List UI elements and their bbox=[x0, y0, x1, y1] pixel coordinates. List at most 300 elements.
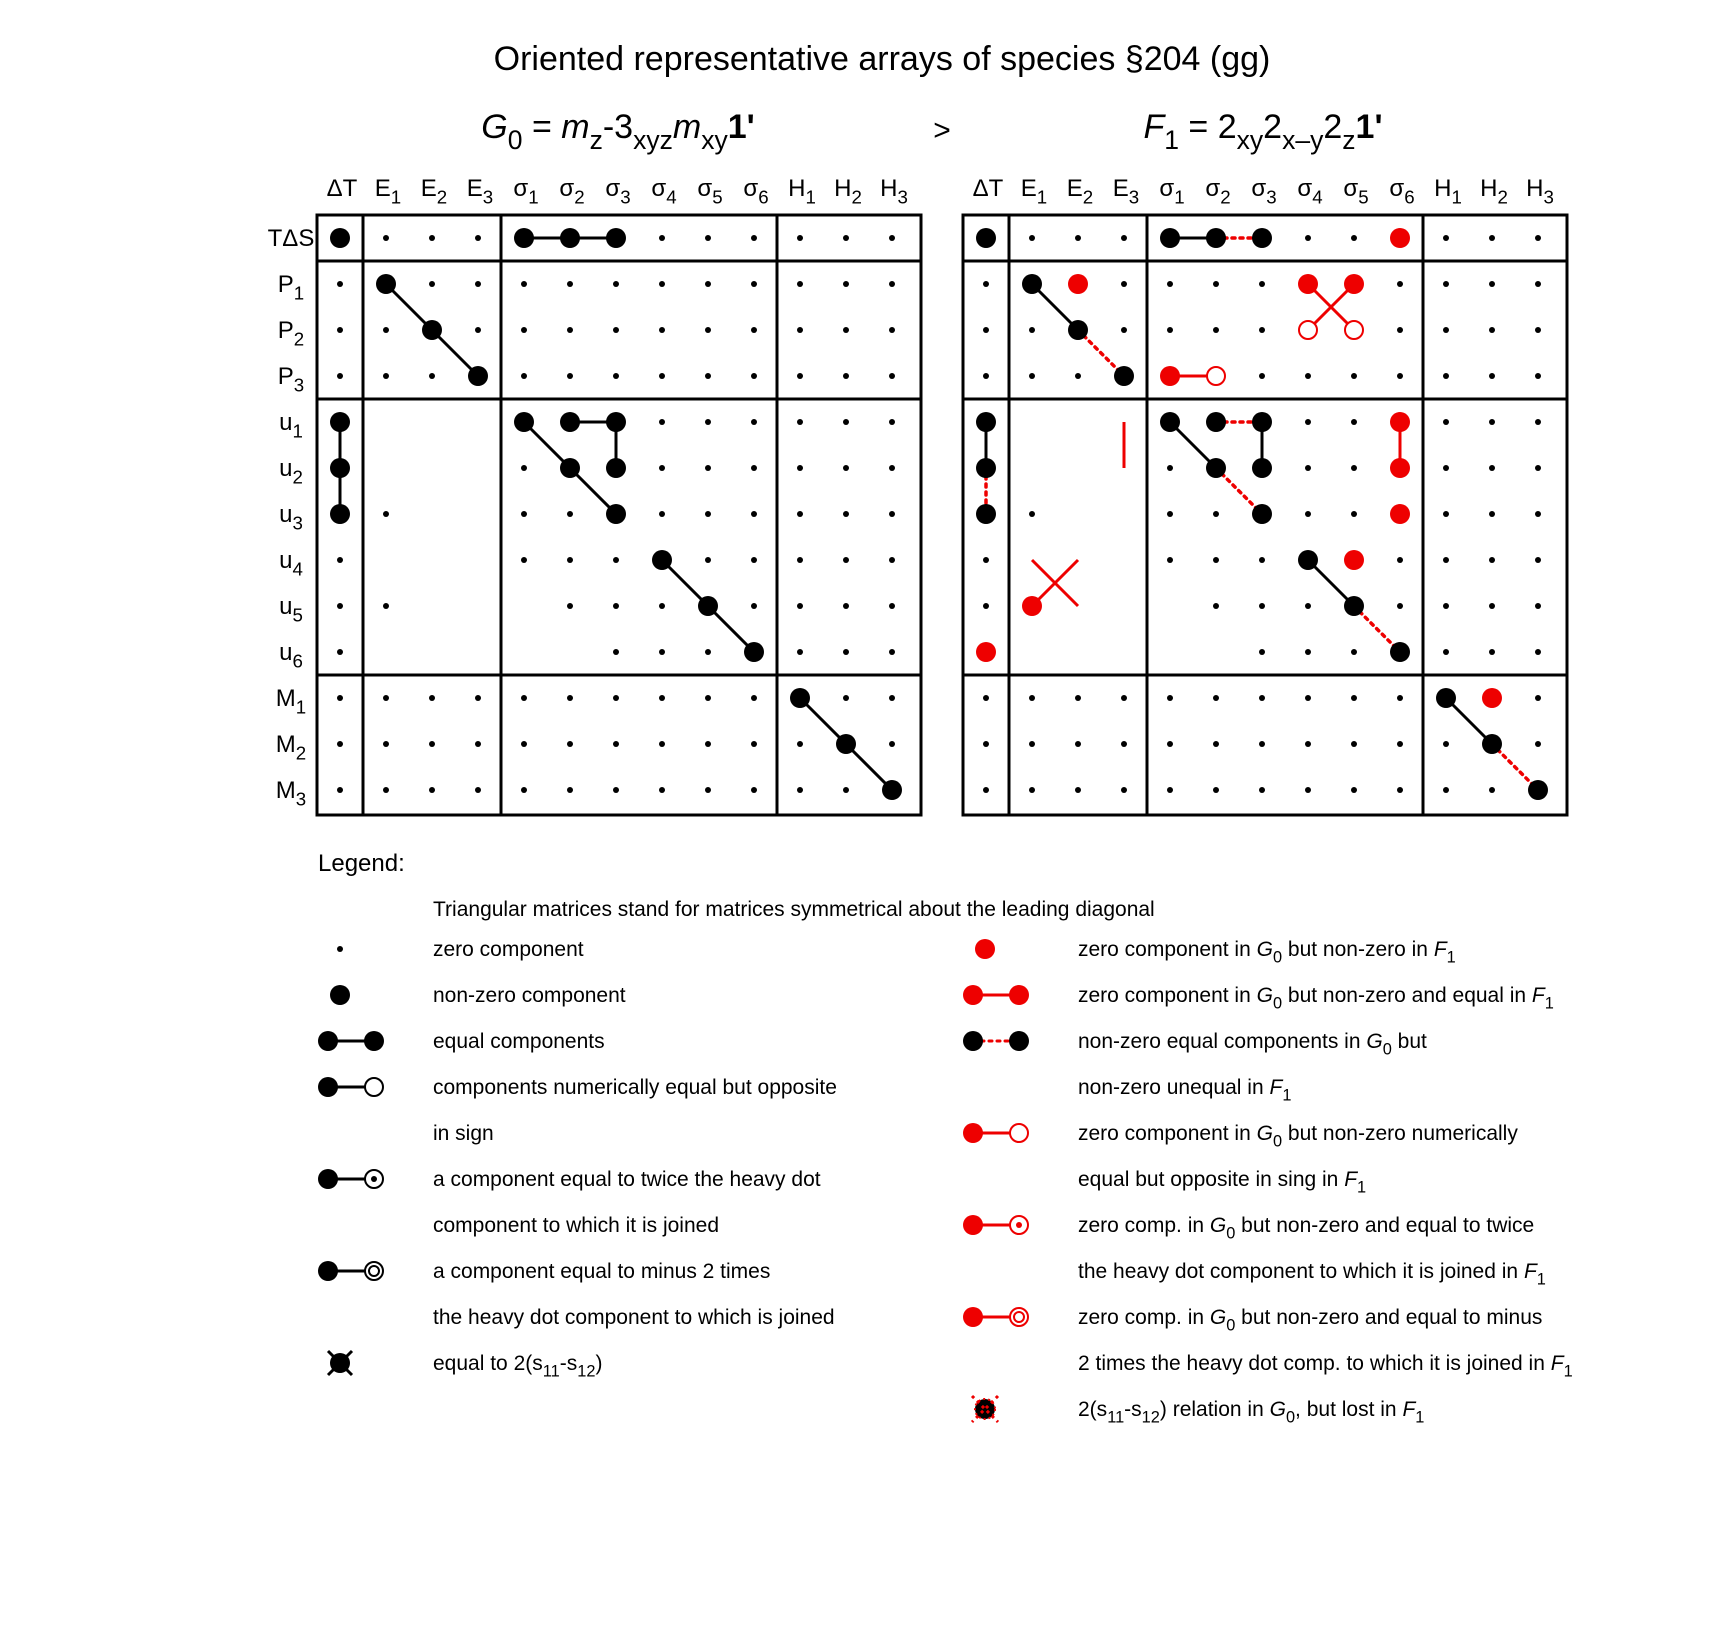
legend-item bbox=[318, 1076, 837, 1145]
text-run: H bbox=[1434, 175, 1452, 202]
small-dot bbox=[1535, 511, 1541, 517]
small-dot bbox=[383, 327, 389, 333]
small-dot bbox=[1305, 373, 1311, 379]
small-dot bbox=[843, 511, 849, 517]
small-dot bbox=[337, 603, 343, 609]
small-dot bbox=[1397, 787, 1403, 793]
text-run: 4 bbox=[1312, 186, 1323, 208]
small-dot bbox=[429, 281, 435, 287]
text-run: F bbox=[1402, 1398, 1416, 1421]
text-run: H bbox=[1526, 175, 1544, 202]
text-run: but non-zero and equal to twice bbox=[1235, 1214, 1535, 1237]
text-run: 0 bbox=[1226, 1224, 1236, 1243]
red-open-dot bbox=[1345, 321, 1363, 339]
small-dot bbox=[337, 649, 343, 655]
legend-item bbox=[337, 938, 584, 961]
small-dot bbox=[1121, 695, 1127, 701]
small-dot bbox=[751, 419, 757, 425]
heavy-dot bbox=[1160, 228, 1180, 248]
small-dot bbox=[705, 787, 711, 793]
small-dot bbox=[1535, 373, 1541, 379]
text-run: 1 bbox=[1357, 1178, 1367, 1197]
small-dot bbox=[889, 649, 895, 655]
heavy-dot bbox=[652, 550, 672, 570]
small-dot bbox=[889, 373, 895, 379]
heavy-dot bbox=[1482, 734, 1502, 754]
red-dot bbox=[1068, 274, 1088, 294]
text-run: E bbox=[374, 175, 391, 202]
text-run: 2 bbox=[293, 328, 305, 350]
red-dot bbox=[1344, 274, 1364, 294]
red-dot bbox=[1344, 550, 1364, 570]
right-matrix-f1 bbox=[963, 175, 1567, 815]
small-dot bbox=[383, 373, 389, 379]
text-run: xy bbox=[701, 124, 728, 155]
small-dot bbox=[1305, 419, 1311, 425]
small-dot bbox=[475, 281, 481, 287]
small-dot bbox=[659, 695, 665, 701]
small-dot bbox=[751, 557, 757, 563]
small-dot bbox=[1259, 603, 1265, 609]
small-dot bbox=[475, 327, 481, 333]
small-dot bbox=[383, 235, 389, 241]
legend-item bbox=[328, 1351, 602, 1381]
small-dot bbox=[751, 465, 757, 471]
small-dot bbox=[1075, 695, 1081, 701]
small-dot bbox=[1397, 603, 1403, 609]
text-run: but non-zero and equal in bbox=[1282, 984, 1532, 1007]
legend-item bbox=[963, 1122, 1518, 1197]
text-run: 3 bbox=[1128, 186, 1140, 208]
small-dot bbox=[613, 649, 619, 655]
text-run: 1 bbox=[1536, 1270, 1546, 1289]
small-dot bbox=[1121, 741, 1127, 747]
small-dot bbox=[705, 327, 711, 333]
heavy-dot bbox=[744, 642, 764, 662]
legend-text bbox=[433, 1030, 605, 1053]
heavy-dot bbox=[514, 412, 534, 432]
legend-open-dot bbox=[1010, 1124, 1028, 1142]
small-dot bbox=[1259, 741, 1265, 747]
column-label bbox=[834, 175, 862, 208]
column-label bbox=[513, 175, 538, 208]
column-label bbox=[743, 175, 768, 208]
text-run: G bbox=[1209, 1214, 1227, 1237]
text-run: 0 bbox=[507, 124, 523, 155]
small-dot bbox=[1535, 603, 1541, 609]
small-dot bbox=[889, 511, 895, 517]
small-dot bbox=[521, 465, 527, 471]
small-dot bbox=[659, 419, 665, 425]
small-dot bbox=[1259, 327, 1265, 333]
legend-item bbox=[330, 984, 626, 1007]
heavy-dot bbox=[560, 228, 580, 248]
small-dot bbox=[705, 419, 711, 425]
text-run: H bbox=[1480, 175, 1498, 202]
small-dot bbox=[1443, 465, 1449, 471]
text-run: a component equal to minus 2 times bbox=[433, 1260, 771, 1283]
text-run: 0 bbox=[1226, 1316, 1236, 1335]
small-dot bbox=[659, 787, 665, 793]
text-run: 4 bbox=[292, 558, 303, 580]
small-dot bbox=[751, 373, 757, 379]
text-run: -s bbox=[1124, 1398, 1142, 1421]
small-dot bbox=[1489, 281, 1495, 287]
small-dot bbox=[751, 327, 757, 333]
column-label bbox=[1480, 175, 1508, 208]
text-run: but non-zero in bbox=[1282, 938, 1434, 961]
small-dot bbox=[1075, 373, 1081, 379]
small-dot bbox=[1489, 787, 1495, 793]
legend-heavy-dot bbox=[963, 1215, 983, 1235]
text-run: 2 bbox=[1082, 186, 1094, 208]
small-dot bbox=[1443, 557, 1449, 563]
text-run: M bbox=[275, 685, 296, 712]
legend-end-dot bbox=[1009, 1031, 1029, 1051]
left-header-formula bbox=[481, 108, 754, 155]
small-dot bbox=[567, 557, 573, 563]
small-dot bbox=[613, 787, 619, 793]
legend-heavy-dot bbox=[318, 1031, 338, 1051]
text-run: G bbox=[1256, 938, 1273, 961]
small-dot bbox=[1397, 695, 1403, 701]
left-matrix-g0 bbox=[268, 175, 921, 815]
small-dot bbox=[1351, 741, 1357, 747]
legend-heavy-dot bbox=[963, 1307, 983, 1327]
text-run: P bbox=[277, 363, 294, 390]
column-label bbox=[605, 175, 630, 208]
small-dot bbox=[521, 557, 527, 563]
column-label bbox=[1021, 175, 1047, 208]
text-run: zero component bbox=[433, 938, 584, 961]
small-dot bbox=[1213, 741, 1219, 747]
small-dot bbox=[1489, 603, 1495, 609]
legend-text bbox=[433, 1122, 494, 1145]
small-dot bbox=[1213, 695, 1219, 701]
diagram-title: Oriented representative arrays of species §204 (gg) bbox=[493, 40, 1271, 78]
small-dot bbox=[475, 695, 481, 701]
heavy-dot bbox=[698, 596, 718, 616]
small-dot bbox=[1121, 327, 1127, 333]
heavy-dot bbox=[1436, 688, 1456, 708]
heavy-dot bbox=[1298, 550, 1318, 570]
row-label bbox=[279, 547, 303, 580]
heavy-dot bbox=[1022, 274, 1042, 294]
text-run: E bbox=[466, 175, 483, 202]
small-dot bbox=[1259, 557, 1265, 563]
small-dot bbox=[613, 603, 619, 609]
text-run: 12 bbox=[577, 1362, 596, 1381]
text-run: 1 bbox=[293, 282, 305, 304]
text-run: 1' bbox=[727, 108, 755, 146]
text-run: u bbox=[279, 547, 293, 574]
legend-heavy-dot bbox=[318, 1169, 338, 1189]
red-open-dot bbox=[1299, 321, 1317, 339]
text-run: 3 bbox=[897, 186, 908, 208]
row-label bbox=[278, 363, 304, 396]
small-dot bbox=[613, 557, 619, 563]
text-run: 3 bbox=[293, 374, 305, 396]
text-run: 2 bbox=[574, 186, 585, 208]
text-run: 3 bbox=[1266, 186, 1277, 208]
small-dot bbox=[567, 787, 573, 793]
legend bbox=[318, 850, 1573, 1427]
small-dot bbox=[1535, 235, 1541, 241]
small-dot bbox=[705, 741, 711, 747]
small-dot bbox=[429, 787, 435, 793]
small-dot bbox=[1167, 787, 1173, 793]
small-dot bbox=[1535, 327, 1541, 333]
text-run: 2 bbox=[295, 742, 307, 764]
column-label bbox=[421, 175, 447, 208]
text-run: = bbox=[522, 108, 562, 146]
text-run: σ bbox=[697, 175, 713, 202]
small-dot bbox=[1351, 465, 1357, 471]
text-run: H bbox=[880, 175, 898, 202]
small-dot bbox=[1259, 695, 1265, 701]
text-run: 2 bbox=[1323, 108, 1343, 146]
heavy-dot bbox=[514, 228, 534, 248]
column-label bbox=[1526, 175, 1554, 208]
heavy-dot bbox=[606, 504, 626, 524]
text-run: but non-zero and equal to minus bbox=[1235, 1306, 1543, 1329]
small-dot bbox=[889, 281, 895, 287]
small-dot bbox=[705, 373, 711, 379]
text-run: equal to 2(s bbox=[433, 1352, 543, 1375]
text-run: σ bbox=[651, 175, 667, 202]
legend-text bbox=[433, 1168, 821, 1191]
row-label bbox=[276, 685, 306, 718]
legend-open-dot bbox=[1010, 1308, 1028, 1326]
small-dot bbox=[1489, 419, 1495, 425]
legend-item bbox=[963, 1214, 1546, 1289]
legend-text bbox=[433, 1214, 719, 1237]
row-label bbox=[279, 409, 303, 442]
small-dot bbox=[613, 373, 619, 379]
red-dot bbox=[1022, 596, 1042, 616]
text-run: 1 bbox=[1446, 948, 1456, 967]
small-dot bbox=[797, 281, 803, 287]
text-run: TΔS bbox=[267, 225, 315, 252]
small-dot bbox=[889, 741, 895, 747]
small-dot bbox=[1305, 649, 1311, 655]
small-dot bbox=[1489, 373, 1495, 379]
small-dot bbox=[1167, 741, 1173, 747]
small-dot bbox=[567, 695, 573, 701]
legend-text bbox=[433, 938, 584, 961]
small-dot bbox=[1351, 695, 1357, 701]
text-run: 6 bbox=[758, 186, 769, 208]
small-dot bbox=[1029, 741, 1035, 747]
small-dot bbox=[797, 649, 803, 655]
small-dot bbox=[1213, 603, 1219, 609]
row-label bbox=[276, 777, 306, 810]
red-dot bbox=[1482, 688, 1502, 708]
heavy-dot bbox=[1114, 366, 1134, 386]
text-run: 6 bbox=[1404, 186, 1415, 208]
text-run: 0 bbox=[1272, 994, 1283, 1013]
small-dot bbox=[429, 741, 435, 747]
legend-text bbox=[1078, 984, 1554, 1013]
legend-item bbox=[318, 1260, 835, 1329]
small-dot bbox=[983, 557, 989, 563]
small-dot bbox=[567, 373, 573, 379]
small-dot bbox=[705, 511, 711, 517]
text-run: 11 bbox=[1107, 1408, 1125, 1427]
text-run: σ bbox=[1159, 175, 1175, 202]
heavy-dot bbox=[1252, 412, 1272, 432]
small-dot bbox=[1259, 649, 1265, 655]
column-label bbox=[788, 175, 816, 208]
text-run: equal components bbox=[433, 1030, 605, 1053]
text-run: m bbox=[561, 108, 590, 146]
small-dot bbox=[1213, 281, 1219, 287]
legend-item bbox=[963, 1030, 1427, 1105]
small-dot bbox=[1351, 235, 1357, 241]
heavy-dot bbox=[1206, 412, 1226, 432]
legend-text bbox=[1078, 1168, 1366, 1197]
small-dot bbox=[1489, 557, 1495, 563]
row-label bbox=[279, 593, 303, 626]
small-dot bbox=[983, 741, 989, 747]
heavy-dot bbox=[330, 228, 350, 248]
small-dot bbox=[659, 511, 665, 517]
small-dot bbox=[659, 235, 665, 241]
row-label bbox=[278, 271, 304, 304]
row-label bbox=[279, 501, 303, 534]
small-dot bbox=[613, 281, 619, 287]
small-dot bbox=[1259, 281, 1265, 287]
small-dot bbox=[613, 741, 619, 747]
row-label bbox=[276, 731, 306, 764]
text-run: 1 bbox=[1036, 186, 1048, 208]
legend-text bbox=[1078, 1076, 1291, 1105]
legend-item bbox=[318, 1168, 821, 1237]
small-dot bbox=[1213, 557, 1219, 563]
text-run: but non-zero numerically bbox=[1282, 1122, 1518, 1145]
small-dot bbox=[1443, 235, 1449, 241]
small-dot bbox=[383, 603, 389, 609]
text-run: 1 bbox=[805, 186, 816, 208]
heavy-dot bbox=[1344, 596, 1364, 616]
small-dot bbox=[983, 373, 989, 379]
text-run: 2 bbox=[1497, 186, 1508, 208]
text-run: u bbox=[279, 409, 293, 436]
small-dot bbox=[383, 511, 389, 517]
small-dot bbox=[1167, 511, 1173, 517]
heavy-dot bbox=[882, 780, 902, 800]
small-dot bbox=[1443, 649, 1449, 655]
small-dot bbox=[1535, 419, 1541, 425]
legend-open-dot bbox=[365, 1078, 383, 1096]
text-run: σ bbox=[1251, 175, 1267, 202]
legend-text bbox=[1078, 1122, 1518, 1151]
legend-text bbox=[1078, 1306, 1542, 1335]
heavy-dot bbox=[976, 412, 996, 432]
text-run: zero comp. in bbox=[1078, 1214, 1210, 1237]
small-dot bbox=[705, 235, 711, 241]
small-dot bbox=[1305, 787, 1311, 793]
text-run: F bbox=[1550, 1352, 1564, 1375]
text-run: 0 bbox=[1285, 1408, 1296, 1427]
legend-item bbox=[963, 984, 1554, 1013]
small-dot bbox=[751, 511, 757, 517]
small-dot bbox=[1489, 235, 1495, 241]
heavy-dot bbox=[606, 412, 626, 432]
small-dot bbox=[567, 511, 573, 517]
small-dot bbox=[1029, 235, 1035, 241]
small-dot bbox=[1351, 511, 1357, 517]
legend-end-dot bbox=[364, 1031, 384, 1051]
text-run: σ bbox=[743, 175, 759, 202]
column-label bbox=[973, 175, 1004, 202]
legend-heavy-dot bbox=[963, 985, 983, 1005]
small-dot bbox=[983, 695, 989, 701]
text-run: G bbox=[481, 108, 508, 146]
small-dot bbox=[567, 603, 573, 609]
text-run: component to which it is joined bbox=[433, 1214, 719, 1237]
text-run: 3 bbox=[292, 512, 303, 534]
text-run: F bbox=[1344, 1168, 1358, 1191]
legend-item bbox=[972, 1396, 1424, 1427]
small-dot bbox=[797, 373, 803, 379]
heavy-dot bbox=[1252, 504, 1272, 524]
small-dot bbox=[1535, 465, 1541, 471]
text-run: 0 bbox=[1272, 1132, 1283, 1151]
small-dot bbox=[1443, 603, 1449, 609]
small-dot bbox=[843, 695, 849, 701]
small-dot bbox=[1489, 327, 1495, 333]
text-run: 1 bbox=[1164, 124, 1179, 155]
text-run: 5 bbox=[292, 604, 303, 626]
small-dot bbox=[1397, 741, 1403, 747]
small-dot bbox=[337, 281, 343, 287]
small-dot bbox=[659, 465, 665, 471]
legend-text bbox=[433, 1352, 602, 1381]
column-label bbox=[375, 175, 401, 208]
column-label bbox=[880, 175, 908, 208]
small-dot bbox=[1121, 787, 1127, 793]
small-dot bbox=[1121, 235, 1127, 241]
small-dot bbox=[659, 603, 665, 609]
legend-text bbox=[433, 984, 626, 1007]
small-dot bbox=[889, 235, 895, 241]
column-label bbox=[1113, 175, 1139, 208]
small-dot bbox=[983, 281, 989, 287]
text-run: G bbox=[1366, 1030, 1383, 1053]
heavy-dot bbox=[560, 458, 580, 478]
text-run: F bbox=[1523, 1260, 1537, 1283]
small-dot bbox=[1351, 787, 1357, 793]
small-dot bbox=[843, 787, 849, 793]
small-dot bbox=[475, 235, 481, 241]
text-run: 4 bbox=[666, 186, 677, 208]
small-dot bbox=[1167, 327, 1173, 333]
legend-text bbox=[1078, 1214, 1534, 1243]
legend-text bbox=[433, 1306, 835, 1329]
text-run: M bbox=[275, 777, 296, 804]
small-dot bbox=[521, 787, 527, 793]
right-matrix-header bbox=[1143, 108, 1382, 155]
column-label bbox=[1434, 175, 1462, 208]
text-run: = 2 bbox=[1178, 108, 1237, 146]
text-run: the heavy dot component to which it is joined in bbox=[1078, 1260, 1524, 1283]
text-run: σ bbox=[1205, 175, 1221, 202]
small-dot bbox=[1305, 741, 1311, 747]
text-run: zero component in bbox=[1078, 938, 1257, 961]
small-dot bbox=[337, 373, 343, 379]
text-run: G bbox=[1256, 1122, 1273, 1145]
